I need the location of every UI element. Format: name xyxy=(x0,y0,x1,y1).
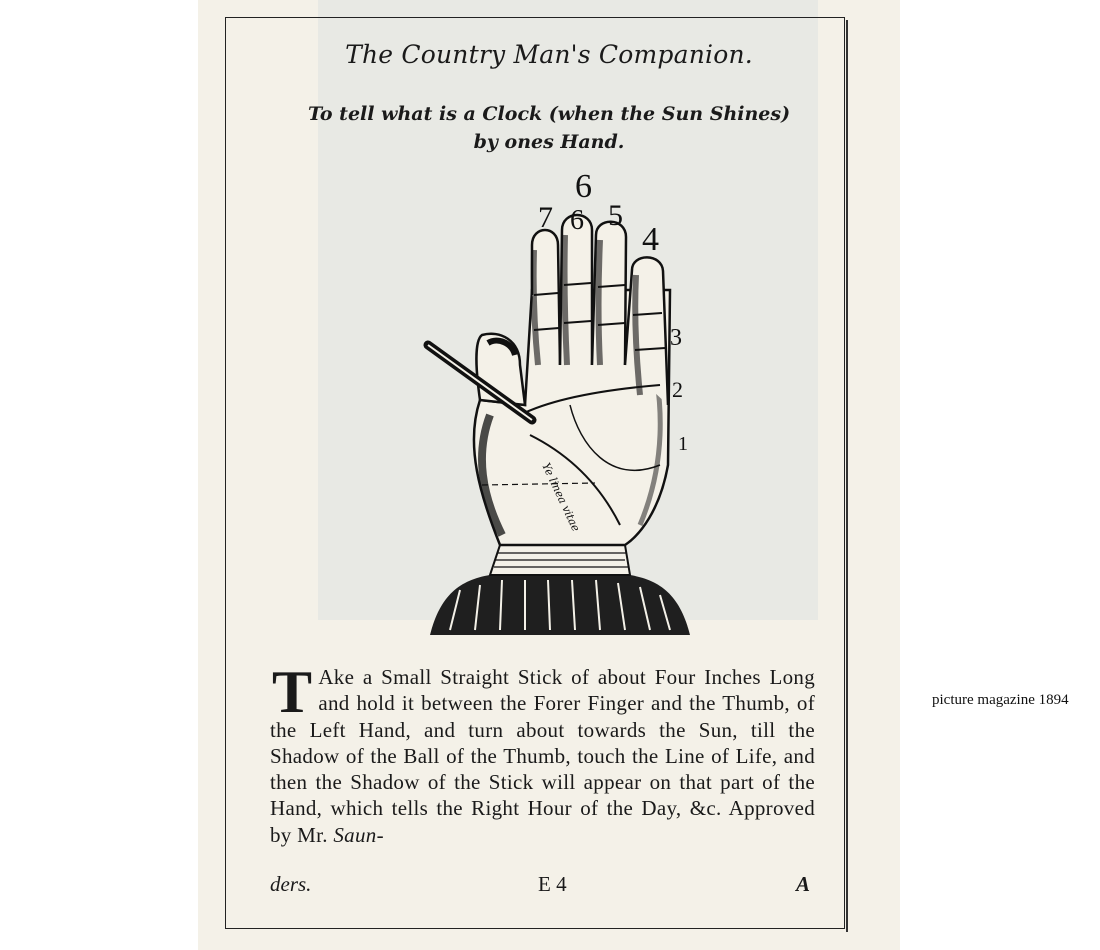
hand-illustration xyxy=(420,165,700,645)
page-footer xyxy=(270,872,810,902)
hand-number-6-top: 6 xyxy=(575,168,592,205)
hand-number-4: 4 xyxy=(642,221,659,258)
author-name-end: ders. xyxy=(270,872,312,896)
paragraph-text: Ake a Small Straight Stick of about Four Inches Long and hold it between the Forer Finger and the Thumb, of the Left Hand, and turn about towards the Sun, till the Shadow of the Ball of the Thumb, touch the Line of Life, and then the Shadow of the Stick will appear on that part of the Hand, which tells the Right Hour of the Day, &c. Approved by Mr. xyxy=(270,665,815,847)
page-title: The Country Man's Companion. xyxy=(345,40,753,69)
subtitle-line-2: by ones Hand. xyxy=(473,131,625,153)
image-caption: picture magazine 1894 xyxy=(932,692,1069,708)
author-name: Saun- xyxy=(333,822,384,847)
page-subtitle xyxy=(198,100,900,156)
subtitle-line-1: To tell what is a Clock (when the Sun Shines) xyxy=(307,103,791,125)
drop-cap: T xyxy=(272,659,313,725)
hand-number-7: 7 xyxy=(538,201,553,234)
signature-mark: E 4 xyxy=(538,872,567,896)
instruction-paragraph xyxy=(270,659,815,848)
hand-number-2: 2 xyxy=(672,377,683,402)
hand-number-6: 6 xyxy=(570,205,584,236)
hand-number-1: 1 xyxy=(678,433,688,455)
svg-text:Ye linea vitae: Ye linea vitae xyxy=(539,460,583,534)
hand-number-5: 5 xyxy=(608,199,623,232)
catchword: A xyxy=(795,872,810,896)
page-border-right xyxy=(846,20,848,932)
book-page xyxy=(198,0,900,950)
hand-number-3: 3 xyxy=(670,325,682,351)
